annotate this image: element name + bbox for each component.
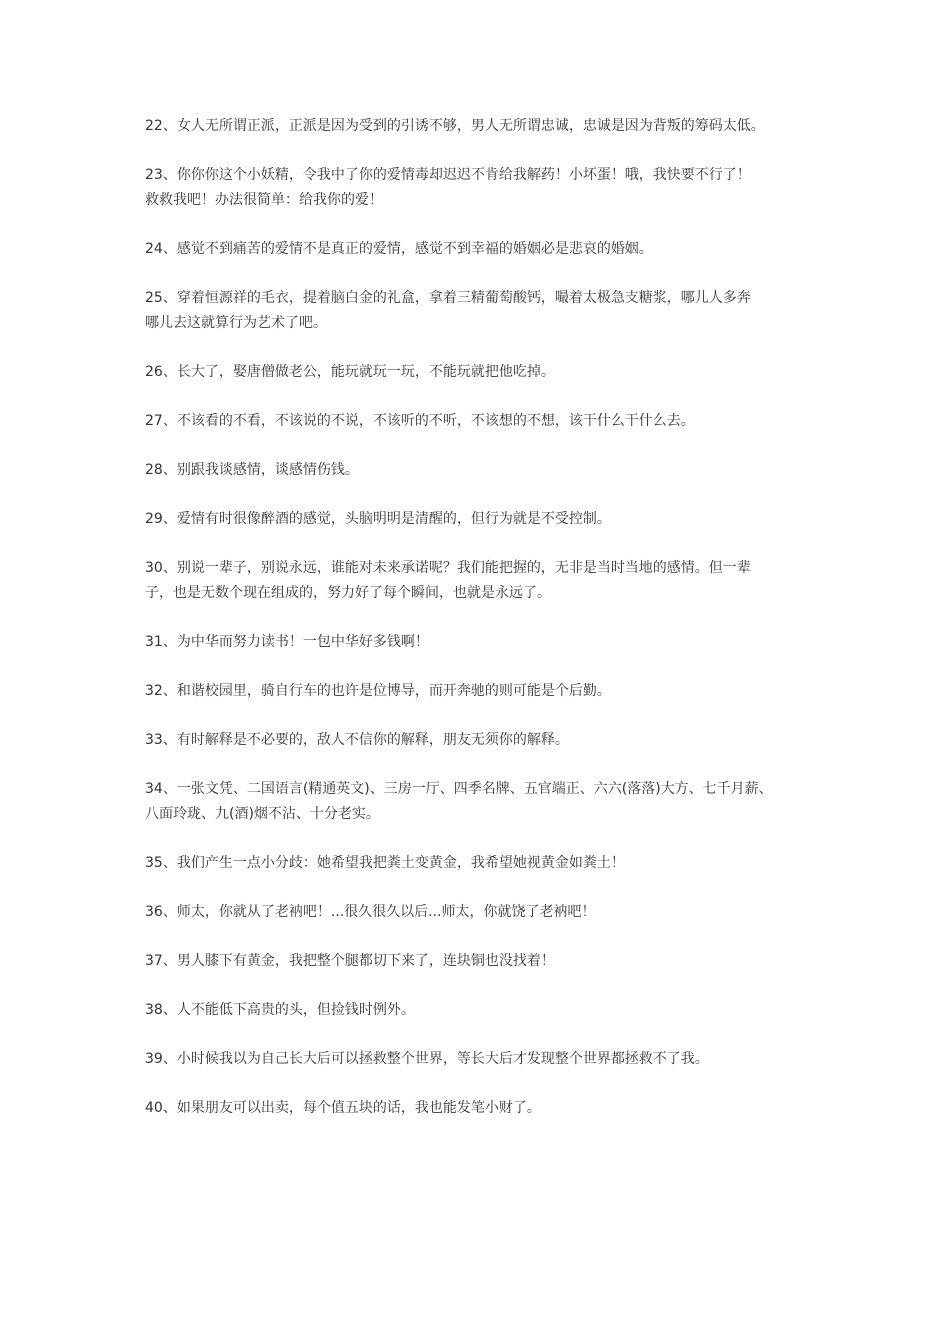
- paragraph-30: 30、别说一辈子，别说永远，谁能对未来承诺呢？我们能把握的，无非是当时当地的感情。但一辈 子，也是无数个现在组成的，努力好了每个瞬间，也就是永远了。: [145, 560, 751, 601]
- paragraph-35: 35、我们产生一点小分歧：她希望我把粪土变黄金，我希望她视黄金如粪土！: [145, 855, 625, 871]
- paragraph-24: 24、感觉不到痛苦的爱情不是真正的爱情，感觉不到幸福的婚姻必是悲哀的婚姻。: [145, 241, 653, 257]
- paragraph-36: 36、师太，你就从了老衲吧！...很久很久以后...师太，你就饶了老衲吧！: [145, 904, 596, 920]
- paragraph-29: 29、爱情有时很像醉酒的感觉，头脑明明是清醒的，但行为就是不受控制。: [145, 511, 611, 527]
- paragraph-38: 38、人不能低下高贵的头，但捡钱时例外。: [145, 1002, 415, 1018]
- document-body: [145, 114, 815, 1145]
- paragraph-22: 22、女人无所谓正派，正派是因为受到的引诱不够，男人无所谓忠诚，忠诚是因为背叛的筹码太低。: [145, 118, 765, 134]
- paragraph-39: 39、小时候我以为自己长大后可以拯救整个世界，等长大后才发现整个世界都拯救不了我。: [145, 1051, 709, 1067]
- paragraph-32: 32、和谐校园里，骑自行车的也许是位博导，而开奔驰的则可能是个后勤。: [145, 683, 611, 699]
- paragraph-40: 40、如果朋友可以出卖，每个值五块的话，我也能发笔小财了。: [145, 1100, 541, 1116]
- paragraph-28: 28、别跟我谈感情，谈感情伤钱。: [145, 462, 359, 478]
- paragraph-33: 33、有时解释是不必要的，敌人不信你的解释，朋友无须你的解释。: [145, 732, 569, 748]
- paragraph-37: 37、男人膝下有黄金，我把整个腿都切下来了，连块铜也没找着！: [145, 953, 555, 969]
- paragraph-25: 25、穿着恒源祥的毛衣，提着脑白金的礼盒，拿着三精葡萄酸钙，嘬着太极急支糖浆，哪儿人多奔 哪儿去这就算行为艺术了吧。: [145, 290, 751, 331]
- paragraph-34: 34、一张文凭、二国语言(精通英文)、三房一厅、四季名牌、五官端正、六六(落落)大方、七千月薪、 八面玲珑、九(酒)烟不沾、十分老实。: [145, 781, 773, 822]
- paragraph-23: 23、你你你这个小妖精，令我中了你的爱情毒却迟迟不肯给我解药！小坏蛋！哦，我快要不行了！ 救救我吧！办法很简单：给我你的爱！: [145, 167, 751, 208]
- paragraph-31: 31、为中华而努力读书！一包中华好多钱啊！: [145, 634, 429, 650]
- paragraph-27: 27、不该看的不看，不该说的不说，不该听的不听，不该想的不想，该干什么干什么去。: [145, 413, 695, 429]
- paragraph-26: 26、长大了，娶唐僧做老公，能玩就玩一玩，不能玩就把他吃掉。: [145, 364, 555, 380]
